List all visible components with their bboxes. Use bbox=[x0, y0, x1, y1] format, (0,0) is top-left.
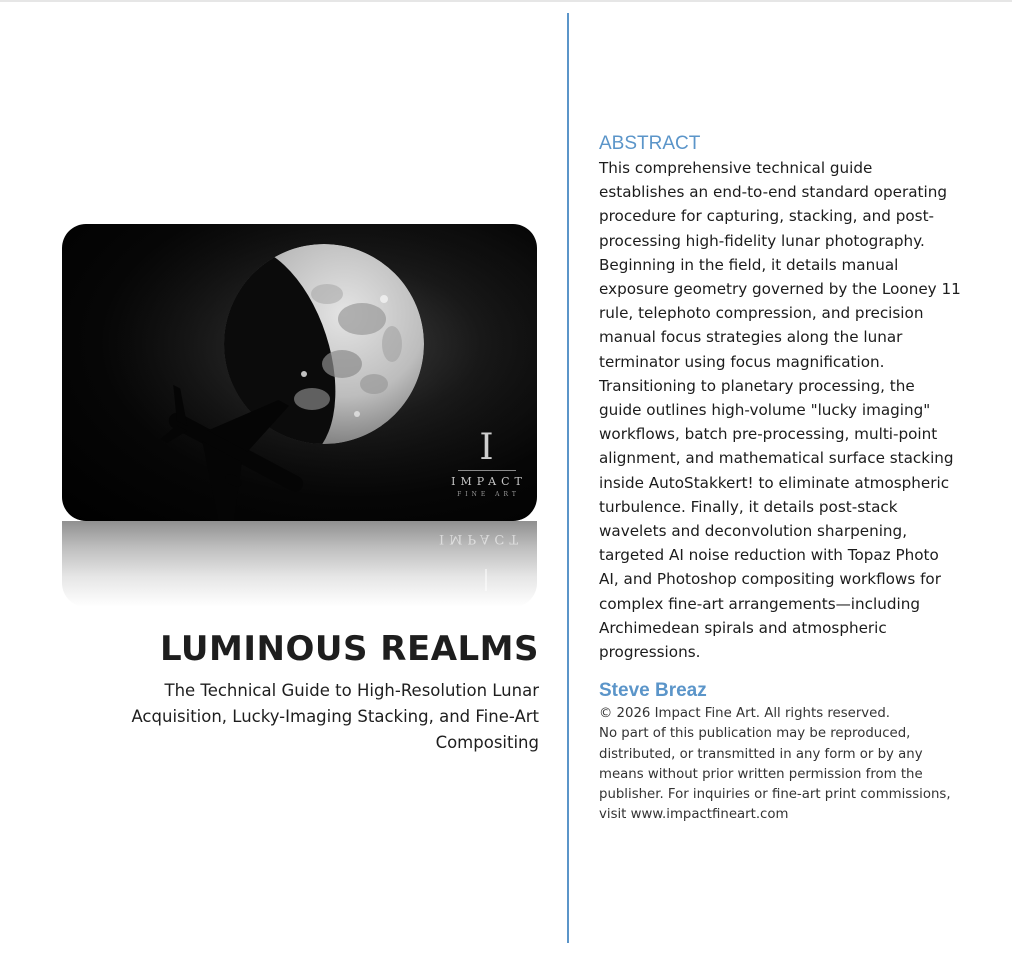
reflection-monogram bbox=[485, 569, 487, 591]
watermark-divider bbox=[458, 470, 516, 471]
book-subtitle: The Technical Guide to High-Resolution Lunar Acquisition, Lucky-Imaging Stacking, and Fine-Art Compositing bbox=[131, 681, 539, 752]
cover-photo-frame bbox=[62, 224, 537, 521]
abstract-body: This comprehensive technical guide establishes an end-to-end standard operating procedure for capturing, stacking, and post-processing high-fidelity lunar photography. Beginning in the field, it details manual exposure geometry governed by the Looney 11 rule, telephoto compression, and precision manual focus strategies along the lunar terminator using focus magnification. Transitioning to planetary processing, the guide outlines high-volume "lucky imaging" workflows, batch pre-processing, multi-point alignment, and mathematical surface stacking inside AutoStakkert! to eliminate atmospheric turbulence. Finally, it details post-stack wavelets and deconvolution sharpening, targeted AI noise reduction with Topaz Photo AI, and Photoshop compositing workflows for complex fine-art arrangements—including Archimedean spirals and atmospheric progressions. bbox=[599, 159, 961, 662]
copyright-line: © 2026 Impact Fine Art. All rights reserved. bbox=[599, 706, 890, 721]
impact-watermark-logo bbox=[438, 428, 535, 498]
copyright-notice bbox=[599, 704, 959, 826]
rights-statement: No part of this publication may be reproduced, distributed, or transmitted in any form or by any means without prior written permission from the publisher. For inquiries or fine-art print commissions, visit www.impactfineart.com bbox=[599, 726, 951, 823]
vertical-divider bbox=[567, 13, 569, 943]
cover-image bbox=[62, 224, 537, 521]
cover-reflection bbox=[62, 521, 537, 607]
watermark-monogram: I bbox=[479, 427, 494, 468]
page-top-border bbox=[0, 0, 1012, 2]
reflection-brand: IMPACT bbox=[438, 531, 523, 546]
abstract-heading: ABSTRACT bbox=[599, 133, 701, 154]
author-name: Steve Breaz bbox=[599, 680, 707, 701]
watermark-brand: IMPACT bbox=[451, 475, 527, 488]
book-title: LUMINOUS REALMS bbox=[159, 629, 539, 669]
watermark-tagline: FINE ART bbox=[457, 491, 520, 498]
